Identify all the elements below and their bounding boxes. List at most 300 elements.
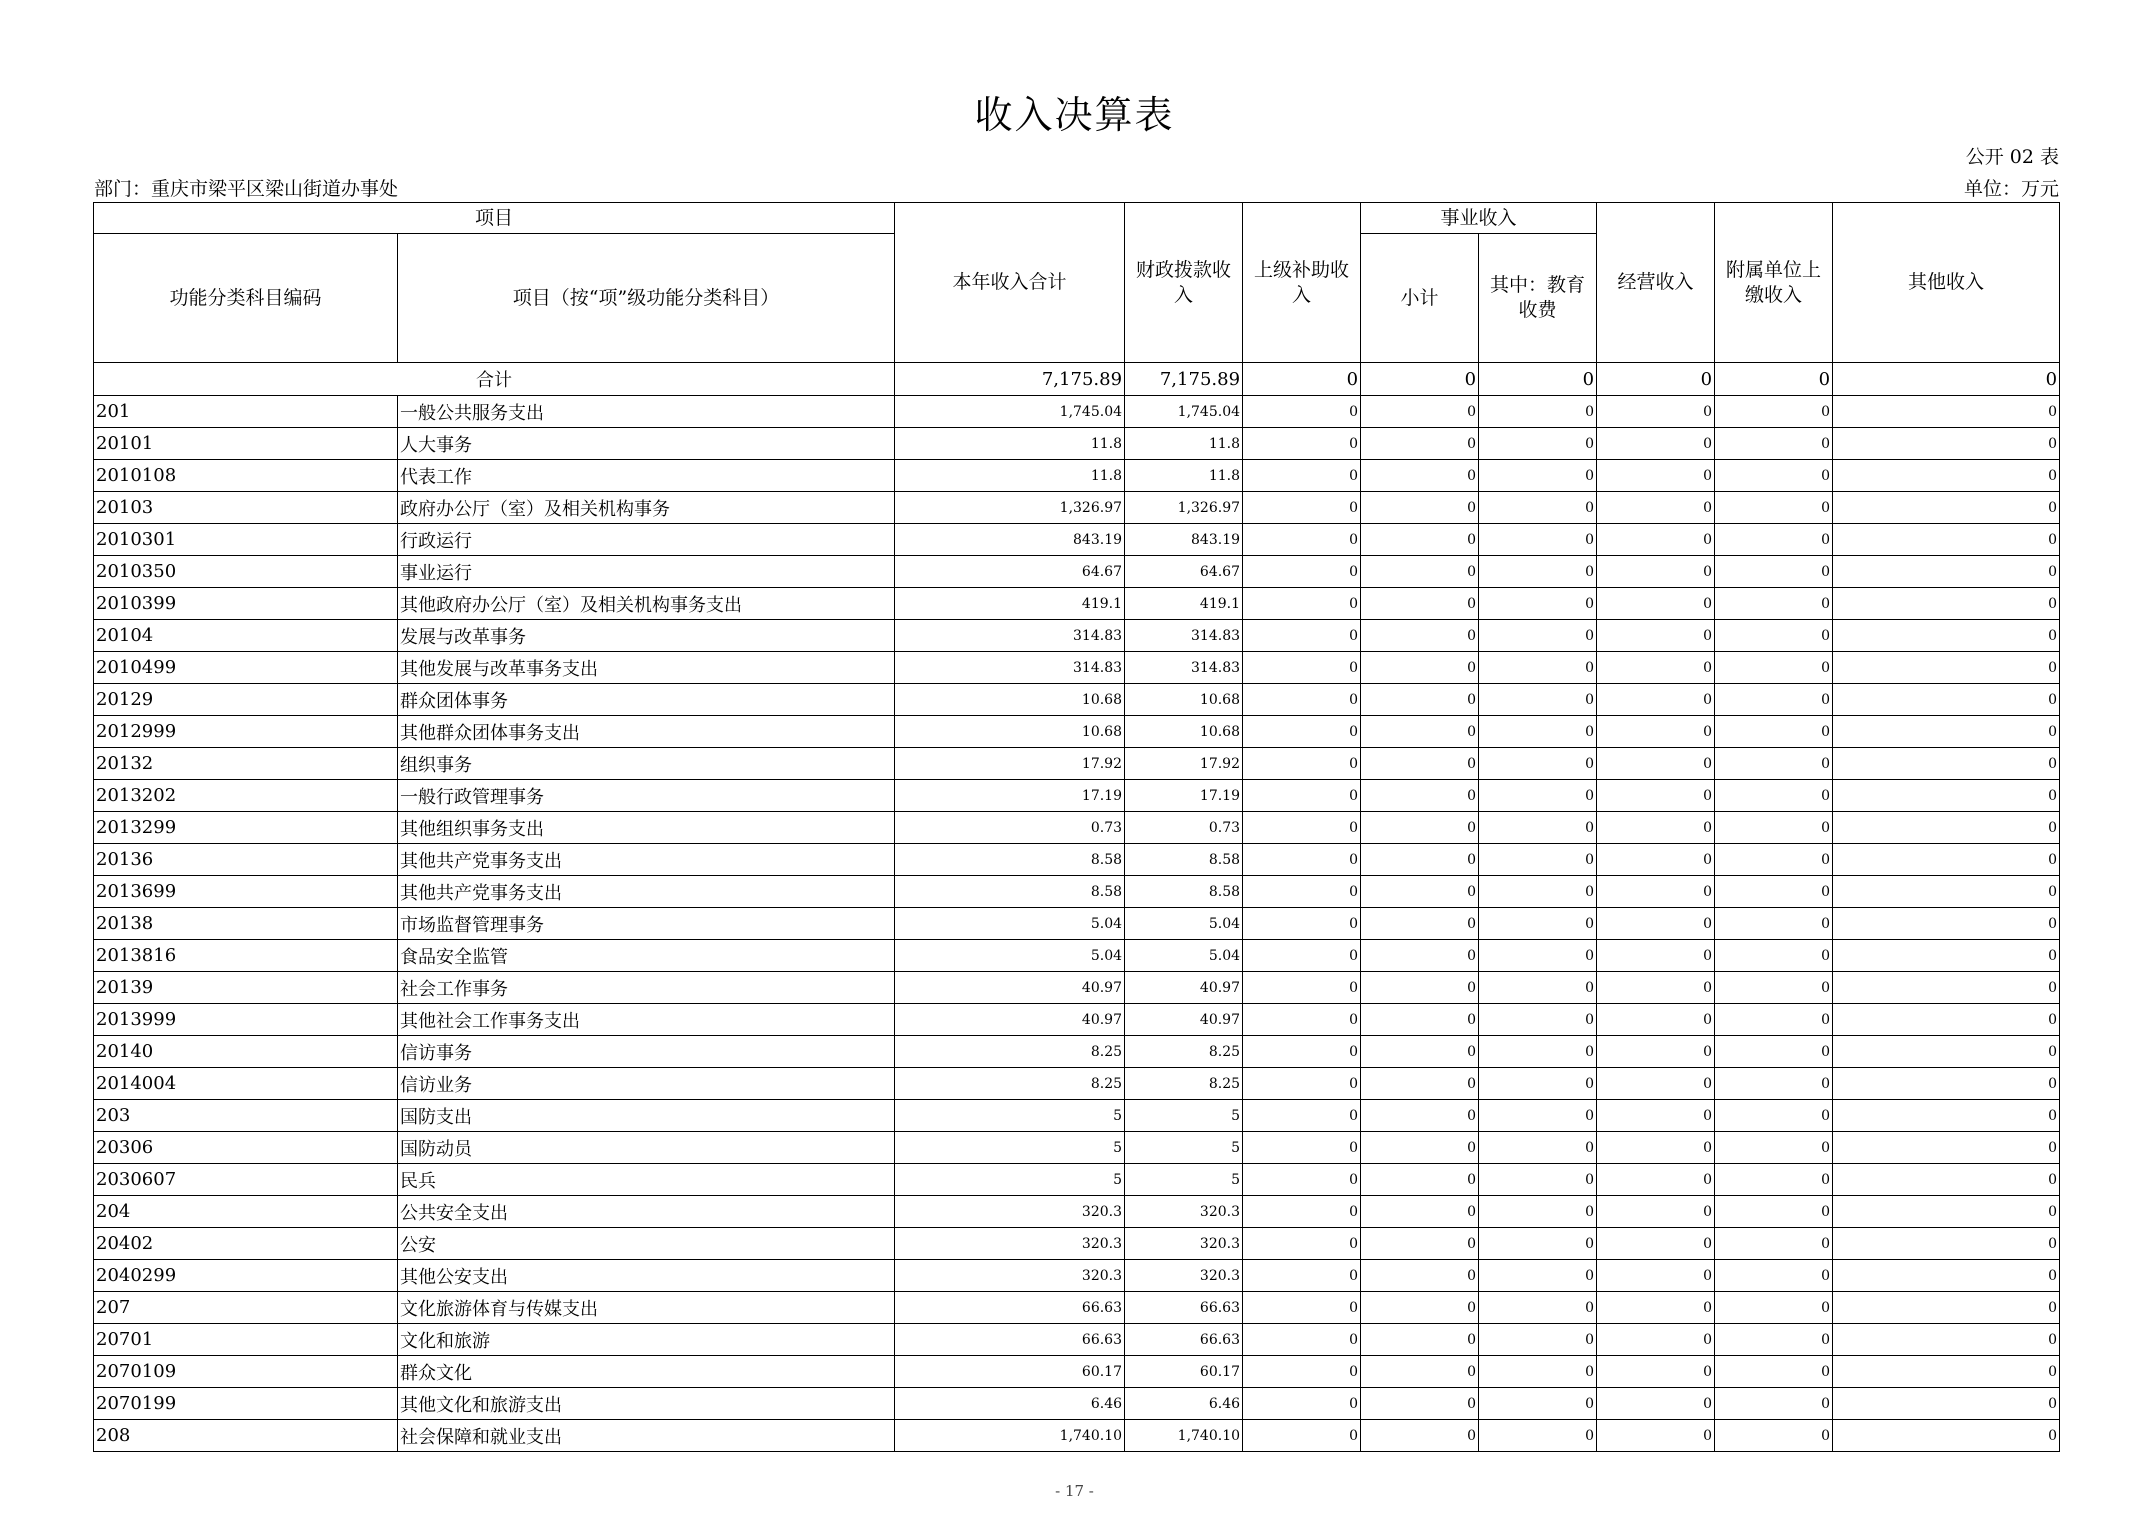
amount-cell: 0 (1361, 1356, 1479, 1388)
amount-cell: 40.97 (1125, 1004, 1243, 1036)
unit-label: 单位：万元 (1963, 178, 2059, 200)
function-code-cell: 2013202 (94, 780, 398, 812)
amount-cell: 320.3 (895, 1228, 1125, 1260)
amount-cell: 0 (1715, 908, 1833, 940)
amount-cell: 0 (1833, 1036, 2060, 1068)
amount-cell: 0 (1833, 1164, 2060, 1196)
amount-cell: 0 (1243, 396, 1361, 428)
amount-cell: 0 (1833, 844, 2060, 876)
amount-cell: 0 (1361, 940, 1479, 972)
amount-cell: 0 (1361, 1068, 1479, 1100)
function-code-cell: 2010399 (94, 588, 398, 620)
function-code-cell: 20402 (94, 1228, 398, 1260)
amount-cell: 8.58 (1125, 876, 1243, 908)
amount-cell: 11.8 (895, 428, 1125, 460)
amount-cell: 10.68 (1125, 716, 1243, 748)
amount-cell: 0 (1715, 1228, 1833, 1260)
amount-cell: 0 (1479, 1004, 1597, 1036)
amount-cell: 0 (1597, 1004, 1715, 1036)
amount-cell: 0 (1479, 460, 1597, 492)
table-row (94, 396, 2060, 428)
amount-cell: 0 (1479, 1196, 1597, 1228)
amount-cell: 0 (1361, 492, 1479, 524)
table-row (94, 1292, 2060, 1324)
amount-cell: 5.04 (895, 908, 1125, 940)
amount-cell: 0 (1833, 940, 2060, 972)
amount-cell: 0 (1479, 1068, 1597, 1100)
amount-cell: 0 (1243, 748, 1361, 780)
amount-cell: 0 (1597, 1164, 1715, 1196)
amount-cell: 1,326.97 (895, 492, 1125, 524)
amount-cell: 0 (1243, 524, 1361, 556)
amount-cell: 0 (1715, 1260, 1833, 1292)
amount-cell: 0 (1715, 1292, 1833, 1324)
amount-cell: 0 (1833, 620, 2060, 652)
total-cell: 0 (1833, 363, 2060, 396)
amount-cell: 60.17 (1125, 1356, 1243, 1388)
amount-cell: 0 (1715, 1100, 1833, 1132)
amount-cell: 0 (1361, 1036, 1479, 1068)
amount-cell: 0 (1243, 908, 1361, 940)
amount-cell: 0 (1715, 716, 1833, 748)
amount-cell: 0 (1243, 1004, 1361, 1036)
function-code-cell: 20136 (94, 844, 398, 876)
function-code-cell: 204 (94, 1196, 398, 1228)
amount-cell: 0 (1361, 1260, 1479, 1292)
amount-cell: 0 (1597, 1324, 1715, 1356)
amount-cell: 0 (1715, 940, 1833, 972)
amount-cell: 0 (1833, 780, 2060, 812)
amount-cell: 0 (1715, 1068, 1833, 1100)
amount-cell: 17.19 (895, 780, 1125, 812)
amount-cell: 0 (1361, 396, 1479, 428)
amount-cell: 0 (1361, 684, 1479, 716)
item-name-cell: 文化旅游体育与传媒支出 (398, 1292, 895, 1324)
function-code-cell: 2013299 (94, 812, 398, 844)
item-name-cell: 其他公安支出 (398, 1260, 895, 1292)
amount-cell: 0 (1243, 1036, 1361, 1068)
amount-cell: 0 (1833, 1228, 2060, 1260)
amount-cell: 0 (1361, 588, 1479, 620)
amount-cell: 0 (1715, 1004, 1833, 1036)
header-other-income: 其他收入 (1833, 203, 2060, 363)
function-code-cell: 207 (94, 1292, 398, 1324)
amount-cell: 0 (1833, 972, 2060, 1004)
amount-cell: 5 (1125, 1132, 1243, 1164)
table-row (94, 428, 2060, 460)
amount-cell: 0 (1597, 1196, 1715, 1228)
function-code-cell: 20101 (94, 428, 398, 460)
amount-cell: 0 (1479, 556, 1597, 588)
form-number: 公开 02 表 (1965, 146, 2059, 168)
amount-cell: 0 (1361, 460, 1479, 492)
amount-cell: 0 (1715, 396, 1833, 428)
header-business-income-group: 事业收入 (1361, 203, 1597, 234)
amount-cell: 0 (1833, 1292, 2060, 1324)
amount-cell: 66.63 (895, 1292, 1125, 1324)
amount-cell: 0 (1715, 492, 1833, 524)
function-code-cell: 2040299 (94, 1260, 398, 1292)
amount-cell: 5 (895, 1100, 1125, 1132)
amount-cell: 60.17 (895, 1356, 1125, 1388)
amount-cell: 0 (1833, 524, 2060, 556)
amount-cell: 0 (1243, 1324, 1361, 1356)
amount-cell: 0 (1243, 460, 1361, 492)
amount-cell: 0 (1243, 940, 1361, 972)
header-function-code: 功能分类科目编码 (94, 234, 398, 363)
amount-cell: 0 (1597, 1260, 1715, 1292)
function-code-cell: 201 (94, 396, 398, 428)
amount-cell: 0 (1715, 588, 1833, 620)
amount-cell: 0 (1479, 684, 1597, 716)
item-name-cell: 其他政府办公厅（室）及相关机构事务支出 (398, 588, 895, 620)
amount-cell: 314.83 (895, 620, 1125, 652)
amount-cell: 0 (1361, 1196, 1479, 1228)
amount-cell: 0 (1597, 844, 1715, 876)
amount-cell: 0 (1715, 1356, 1833, 1388)
amount-cell: 320.3 (1125, 1260, 1243, 1292)
amount-cell: 0 (1479, 428, 1597, 460)
amount-cell: 0 (1597, 1420, 1715, 1452)
item-name-cell: 其他共产党事务支出 (398, 876, 895, 908)
amount-cell: 5 (895, 1132, 1125, 1164)
amount-cell: 0 (1715, 1420, 1833, 1452)
amount-cell: 0 (1479, 524, 1597, 556)
table-row (94, 1132, 2060, 1164)
total-cell: 0 (1715, 363, 1833, 396)
amount-cell: 0 (1715, 844, 1833, 876)
amount-cell: 0 (1715, 1388, 1833, 1420)
table-row (94, 460, 2060, 492)
amount-cell: 320.3 (895, 1260, 1125, 1292)
amount-cell: 0 (1715, 876, 1833, 908)
amount-cell: 0 (1361, 1420, 1479, 1452)
item-name-cell: 群众团体事务 (398, 684, 895, 716)
table-row (94, 1068, 2060, 1100)
amount-cell: 0 (1243, 1100, 1361, 1132)
page-title: 收入决算表 (974, 93, 1175, 137)
amount-cell: 0 (1479, 588, 1597, 620)
amount-cell: 314.83 (1125, 620, 1243, 652)
item-name-cell: 其他文化和旅游支出 (398, 1388, 895, 1420)
header-subtotal: 小计 (1361, 234, 1479, 363)
amount-cell: 843.19 (1125, 524, 1243, 556)
amount-cell: 0 (1833, 908, 2060, 940)
page-number: - 17 - (1055, 1482, 1094, 1500)
amount-cell: 0 (1243, 684, 1361, 716)
amount-cell: 0 (1833, 1388, 2060, 1420)
amount-cell: 1,745.04 (1125, 396, 1243, 428)
function-code-cell: 2070199 (94, 1388, 398, 1420)
function-code-cell: 20701 (94, 1324, 398, 1356)
amount-cell: 0 (1597, 972, 1715, 1004)
item-name-cell: 信访业务 (398, 1068, 895, 1100)
amount-cell: 0 (1361, 524, 1479, 556)
function-code-cell: 2030607 (94, 1164, 398, 1196)
amount-cell: 1,740.10 (1125, 1420, 1243, 1452)
amount-cell: 0 (1361, 556, 1479, 588)
table-row (94, 588, 2060, 620)
amount-cell: 11.8 (895, 460, 1125, 492)
amount-cell: 0 (1597, 940, 1715, 972)
amount-cell: 11.8 (1125, 460, 1243, 492)
function-code-cell: 20140 (94, 1036, 398, 1068)
amount-cell: 0 (1597, 748, 1715, 780)
table-row (94, 812, 2060, 844)
amount-cell: 6.46 (895, 1388, 1125, 1420)
amount-cell: 17.92 (1125, 748, 1243, 780)
amount-cell: 0 (1361, 620, 1479, 652)
function-code-cell: 20104 (94, 620, 398, 652)
table-row (94, 1228, 2060, 1260)
amount-cell: 0 (1243, 1068, 1361, 1100)
table-row (94, 1260, 2060, 1292)
amount-cell: 8.58 (1125, 844, 1243, 876)
header-superior-subsidy: 上级补助收入 (1243, 203, 1361, 363)
header-operating-income: 经营收入 (1597, 203, 1715, 363)
item-name-cell: 事业运行 (398, 556, 895, 588)
total-cell: 0 (1361, 363, 1479, 396)
table-row (94, 844, 2060, 876)
amount-cell: 0 (1715, 652, 1833, 684)
item-name-cell: 一般行政管理事务 (398, 780, 895, 812)
amount-cell: 0 (1833, 1100, 2060, 1132)
amount-cell: 0 (1361, 972, 1479, 1004)
amount-cell: 0 (1479, 1164, 1597, 1196)
amount-cell: 10.68 (895, 684, 1125, 716)
amount-cell: 0 (1597, 1356, 1715, 1388)
amount-cell: 0 (1833, 460, 2060, 492)
amount-cell: 0 (1597, 1228, 1715, 1260)
amount-cell: 5.04 (1125, 908, 1243, 940)
amount-cell: 0 (1243, 1260, 1361, 1292)
table-row (94, 1100, 2060, 1132)
amount-cell: 0 (1833, 1356, 2060, 1388)
amount-cell: 8.25 (1125, 1068, 1243, 1100)
amount-cell: 0 (1243, 556, 1361, 588)
amount-cell: 0 (1243, 1420, 1361, 1452)
item-name-cell: 其他社会工作事务支出 (398, 1004, 895, 1036)
table-row (94, 524, 2060, 556)
amount-cell: 5 (1125, 1100, 1243, 1132)
amount-cell: 0 (1243, 1132, 1361, 1164)
amount-cell: 0 (1597, 460, 1715, 492)
header-affiliated-income: 附属单位上缴收入 (1715, 203, 1833, 363)
amount-cell: 0 (1833, 1260, 2060, 1292)
amount-cell: 0 (1479, 1260, 1597, 1292)
item-name-cell: 公安 (398, 1228, 895, 1260)
amount-cell: 0 (1361, 1100, 1479, 1132)
amount-cell: 0 (1597, 1068, 1715, 1100)
item-name-cell: 人大事务 (398, 428, 895, 460)
amount-cell: 1,745.04 (895, 396, 1125, 428)
amount-cell: 0 (1479, 780, 1597, 812)
amount-cell: 0 (1361, 652, 1479, 684)
table-row (94, 620, 2060, 652)
amount-cell: 0 (1243, 620, 1361, 652)
amount-cell: 843.19 (895, 524, 1125, 556)
amount-cell: 0 (1243, 1388, 1361, 1420)
amount-cell: 0 (1597, 588, 1715, 620)
amount-cell: 314.83 (1125, 652, 1243, 684)
function-code-cell: 2010108 (94, 460, 398, 492)
amount-cell: 8.25 (1125, 1036, 1243, 1068)
amount-cell: 0 (1479, 396, 1597, 428)
function-code-cell: 20132 (94, 748, 398, 780)
item-name-cell: 社会保障和就业支出 (398, 1420, 895, 1452)
amount-cell: 0 (1479, 812, 1597, 844)
amount-cell: 0 (1715, 1324, 1833, 1356)
amount-cell: 0 (1479, 1356, 1597, 1388)
amount-cell: 0 (1833, 652, 2060, 684)
amount-cell: 0 (1833, 1196, 2060, 1228)
amount-cell: 0 (1243, 1292, 1361, 1324)
amount-cell: 0 (1715, 556, 1833, 588)
table-row (94, 876, 2060, 908)
amount-cell: 0 (1833, 812, 2060, 844)
amount-cell: 0 (1833, 1132, 2060, 1164)
amount-cell: 66.63 (1125, 1292, 1243, 1324)
amount-cell: 0 (1715, 684, 1833, 716)
amount-cell: 0 (1597, 1036, 1715, 1068)
header-education-fees: 其中：教育收费 (1479, 234, 1597, 363)
amount-cell: 0 (1361, 876, 1479, 908)
item-name-cell: 组织事务 (398, 748, 895, 780)
amount-cell: 0 (1479, 1036, 1597, 1068)
amount-cell: 320.3 (1125, 1228, 1243, 1260)
amount-cell: 0 (1833, 1324, 2060, 1356)
total-cell: 0 (1479, 363, 1597, 396)
function-code-cell: 2010301 (94, 524, 398, 556)
function-code-cell: 20103 (94, 492, 398, 524)
amount-cell: 0 (1597, 492, 1715, 524)
table-row (94, 972, 2060, 1004)
table-row (94, 1196, 2060, 1228)
amount-cell: 0 (1243, 588, 1361, 620)
amount-cell: 0 (1715, 524, 1833, 556)
amount-cell: 0 (1833, 684, 2060, 716)
function-code-cell: 2014004 (94, 1068, 398, 1100)
amount-cell: 8.25 (895, 1036, 1125, 1068)
amount-cell: 0 (1479, 940, 1597, 972)
amount-cell: 0 (1833, 492, 2060, 524)
amount-cell: 0 (1833, 716, 2060, 748)
amount-cell: 0 (1715, 1132, 1833, 1164)
income-final-accounts-table (93, 202, 2060, 1452)
header-total-income: 本年收入合计 (895, 203, 1125, 363)
amount-cell: 40.97 (895, 1004, 1125, 1036)
amount-cell: 320.3 (895, 1196, 1125, 1228)
table-row (94, 748, 2060, 780)
amount-cell: 0 (1597, 908, 1715, 940)
item-name-cell: 社会工作事务 (398, 972, 895, 1004)
table-row (94, 652, 2060, 684)
item-name-cell: 代表工作 (398, 460, 895, 492)
amount-cell: 0 (1715, 972, 1833, 1004)
amount-cell: 0 (1361, 1164, 1479, 1196)
amount-cell: 0 (1361, 1292, 1479, 1324)
amount-cell: 0 (1243, 780, 1361, 812)
amount-cell: 0 (1243, 1196, 1361, 1228)
amount-cell: 0 (1833, 588, 2060, 620)
function-code-cell: 2010499 (94, 652, 398, 684)
item-name-cell: 其他组织事务支出 (398, 812, 895, 844)
amount-cell: 0 (1479, 1292, 1597, 1324)
amount-cell: 17.92 (895, 748, 1125, 780)
total-row (94, 363, 2060, 396)
amount-cell: 0 (1833, 396, 2060, 428)
amount-cell: 0 (1833, 1068, 2060, 1100)
amount-cell: 0 (1479, 620, 1597, 652)
item-name-cell: 民兵 (398, 1164, 895, 1196)
item-name-cell: 政府办公厅（室）及相关机构事务 (398, 492, 895, 524)
amount-cell: 0 (1243, 812, 1361, 844)
amount-cell: 0 (1479, 876, 1597, 908)
function-code-cell: 20129 (94, 684, 398, 716)
amount-cell: 0 (1597, 1100, 1715, 1132)
function-code-cell: 203 (94, 1100, 398, 1132)
item-name-cell: 国防支出 (398, 1100, 895, 1132)
table-row (94, 1420, 2060, 1452)
item-name-cell: 行政运行 (398, 524, 895, 556)
amount-cell: 5 (1125, 1164, 1243, 1196)
amount-cell: 0 (1361, 812, 1479, 844)
amount-cell: 5.04 (1125, 940, 1243, 972)
amount-cell: 0 (1597, 556, 1715, 588)
amount-cell: 0 (1715, 620, 1833, 652)
amount-cell: 419.1 (895, 588, 1125, 620)
amount-cell: 0 (1715, 428, 1833, 460)
amount-cell: 8.58 (895, 876, 1125, 908)
amount-cell: 0 (1243, 844, 1361, 876)
item-name-cell: 国防动员 (398, 1132, 895, 1164)
table-row (94, 940, 2060, 972)
amount-cell: 0 (1833, 876, 2060, 908)
function-code-cell: 2010350 (94, 556, 398, 588)
amount-cell: 0 (1361, 1388, 1479, 1420)
table-row (94, 1164, 2060, 1196)
table-row (94, 492, 2060, 524)
amount-cell: 0 (1597, 1292, 1715, 1324)
amount-cell: 0 (1833, 1420, 2060, 1452)
amount-cell: 0 (1597, 428, 1715, 460)
item-name-cell: 一般公共服务支出 (398, 396, 895, 428)
amount-cell: 0 (1479, 844, 1597, 876)
amount-cell: 0 (1361, 1132, 1479, 1164)
amount-cell: 0 (1479, 748, 1597, 780)
amount-cell: 0 (1479, 716, 1597, 748)
amount-cell: 0 (1715, 1164, 1833, 1196)
amount-cell: 17.19 (1125, 780, 1243, 812)
item-name-cell: 信访事务 (398, 1036, 895, 1068)
function-code-cell: 208 (94, 1420, 398, 1452)
item-name-cell: 其他群众团体事务支出 (398, 716, 895, 748)
amount-cell: 0 (1361, 908, 1479, 940)
amount-cell: 11.8 (1125, 428, 1243, 460)
amount-cell: 0 (1361, 844, 1479, 876)
amount-cell: 0 (1715, 812, 1833, 844)
amount-cell: 0 (1243, 1164, 1361, 1196)
table-row (94, 780, 2060, 812)
function-code-cell: 2013999 (94, 1004, 398, 1036)
amount-cell: 66.63 (895, 1324, 1125, 1356)
table-row (94, 1388, 2060, 1420)
function-code-cell: 2012999 (94, 716, 398, 748)
total-cell: 7,175.89 (1125, 363, 1243, 396)
item-name-cell: 其他共产党事务支出 (398, 844, 895, 876)
table-row (94, 556, 2060, 588)
function-code-cell: 2013816 (94, 940, 398, 972)
